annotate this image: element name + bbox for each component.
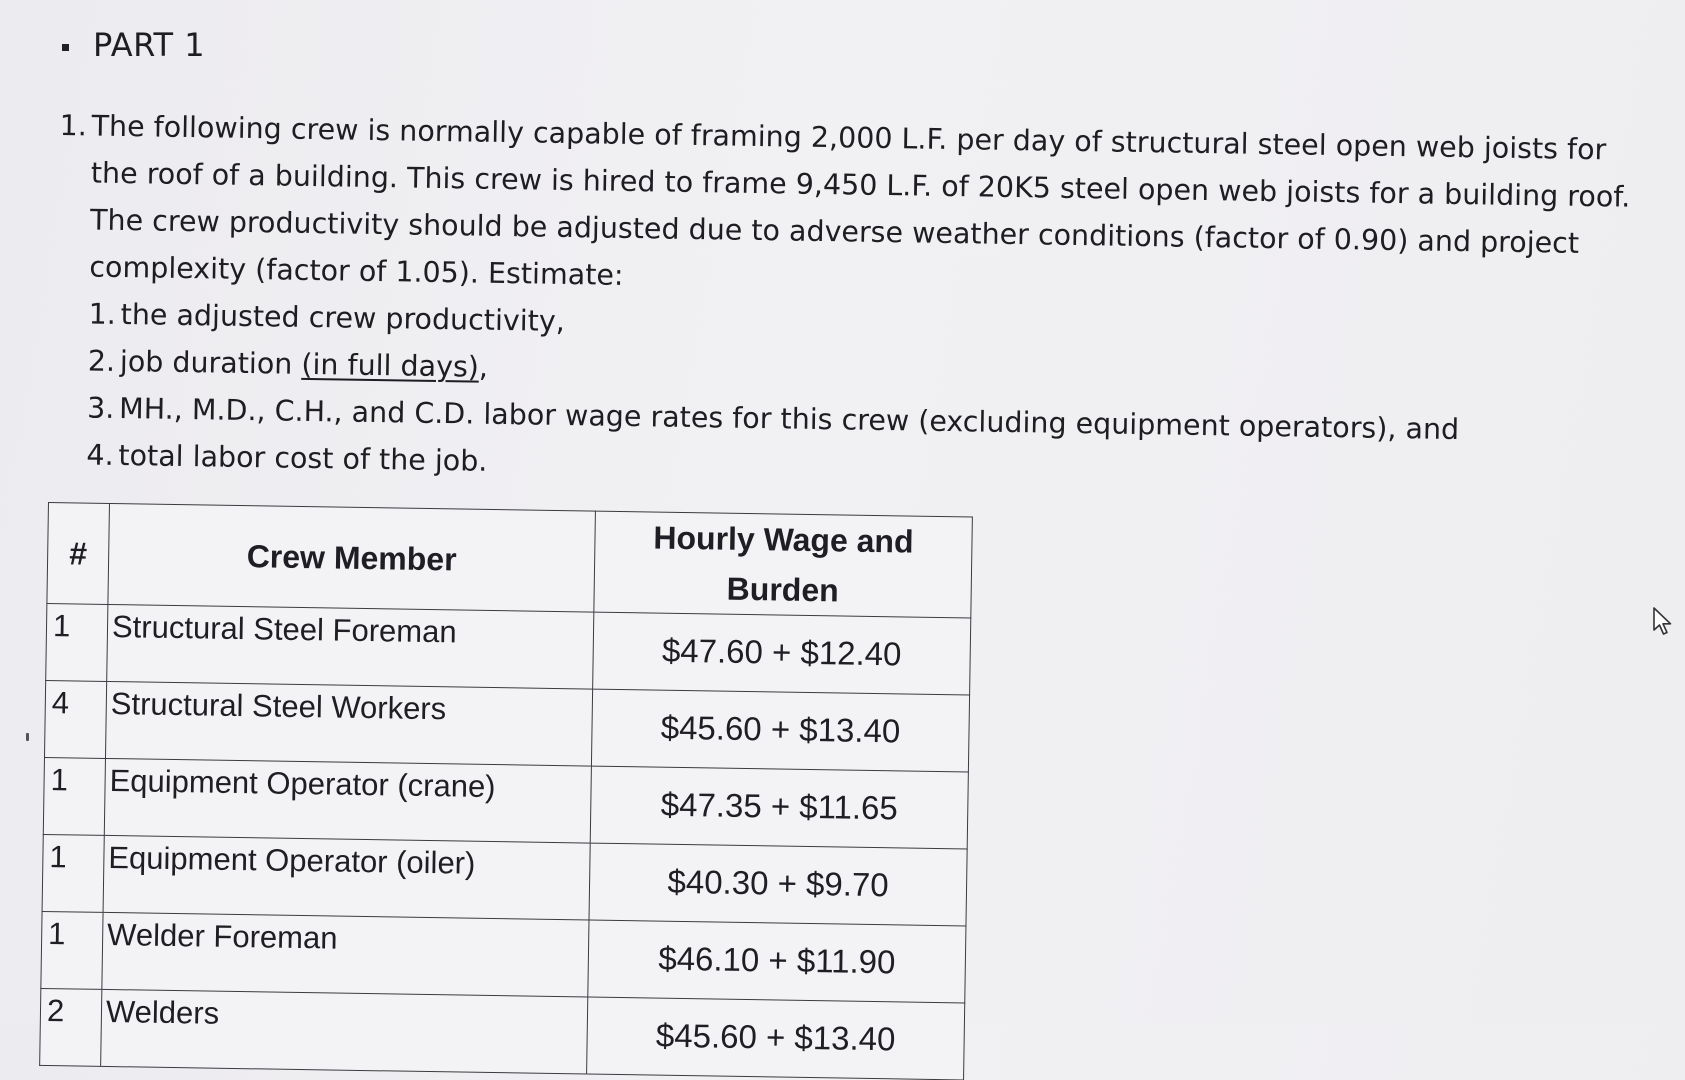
estimate-item-number: 1. <box>88 297 117 331</box>
crew-count-cell: 4 <box>44 680 106 758</box>
estimate-item-text <box>120 338 489 391</box>
question-block <box>54 102 1680 503</box>
column-header-crew-member: Crew Member <box>108 503 596 612</box>
crew-count-cell: 1 <box>43 757 105 835</box>
estimate-item-number: 3. <box>86 391 115 425</box>
crew-member-cell: Equipment Operator (oiler) <box>103 835 590 920</box>
estimate-list <box>54 290 1677 503</box>
crew-count-cell: 1 <box>41 911 103 989</box>
column-header-hourly-wage-line-2: Burden <box>726 570 839 609</box>
crew-count-cell: 1 <box>42 834 104 912</box>
table-row <box>46 603 971 695</box>
crew-count-cell: 1 <box>46 603 108 681</box>
estimate-item-text: MH., M.D., C.H., and C.D. labor wage rates for this crew (excluding equipment operators), and <box>118 391 1460 447</box>
mouse-pointer-icon <box>1652 606 1674 636</box>
estimate-item-text-start: job duration <box>119 344 302 381</box>
table-row <box>42 834 967 926</box>
question-text-line-1: The following crew is normally capable of framing 2,000 L.F. per day of structural steel open web joists for <box>91 109 1607 167</box>
wage-cell: $47.35 + $11.65 <box>590 766 968 849</box>
column-header-count: # <box>47 503 110 605</box>
crew-member-cell: Welders <box>101 989 588 1074</box>
estimate-item-number: 4. <box>86 438 114 472</box>
section-heading <box>62 26 205 64</box>
question-text-line-4: complexity (factor of 1.05). Estimate: <box>89 250 624 292</box>
square-bullet-icon <box>62 44 69 51</box>
table-row <box>41 911 966 1003</box>
question-text-line-2: the roof of a building. This crew is hired to frame 9,450 L.F. of 20K5 steel open web joists for a building roof. <box>90 156 1631 214</box>
estimate-item-number: 2. <box>87 344 116 378</box>
wage-cell: $45.60 + $13.40 <box>591 689 969 772</box>
wage-cell: $46.10 + $11.90 <box>588 920 966 1003</box>
crew-count-cell: 2 <box>40 988 102 1066</box>
estimate-item-text: the adjusted crew productivity, <box>120 297 566 338</box>
column-header-hourly-wage <box>594 511 973 618</box>
table-row <box>40 988 965 1080</box>
estimate-item-text-end: , <box>478 350 489 384</box>
crew-member-cell: Structural Steel Workers <box>105 681 592 766</box>
crew-member-cell: Structural Steel Foreman <box>107 604 594 689</box>
crew-member-cell: Welder Foreman <box>102 912 589 997</box>
margin-mark <box>26 733 29 741</box>
wage-cell: $45.60 + $13.40 <box>587 997 965 1080</box>
column-header-hourly-wage-line-1: Hourly Wage and <box>653 519 914 560</box>
crew-table <box>39 502 973 1080</box>
wage-cell: $40.30 + $9.70 <box>589 843 967 926</box>
crew-member-cell: Equipment Operator (crane) <box>104 758 591 843</box>
underlined-text: (in full days) <box>301 347 480 384</box>
table-row <box>44 680 969 772</box>
estimate-item-text: total labor cost of the job. <box>118 438 488 478</box>
question-text-line-3: The crew productivity should be adjusted due to adverse weather conditions (factor of 0.90) and project <box>89 203 1580 260</box>
table-row <box>43 757 968 849</box>
section-title: PART 1 <box>93 26 206 64</box>
wage-cell: $47.60 + $12.40 <box>593 612 971 695</box>
crew-table-container <box>39 502 973 1080</box>
question-number: 1. <box>59 108 88 143</box>
table-header-row <box>47 503 972 619</box>
